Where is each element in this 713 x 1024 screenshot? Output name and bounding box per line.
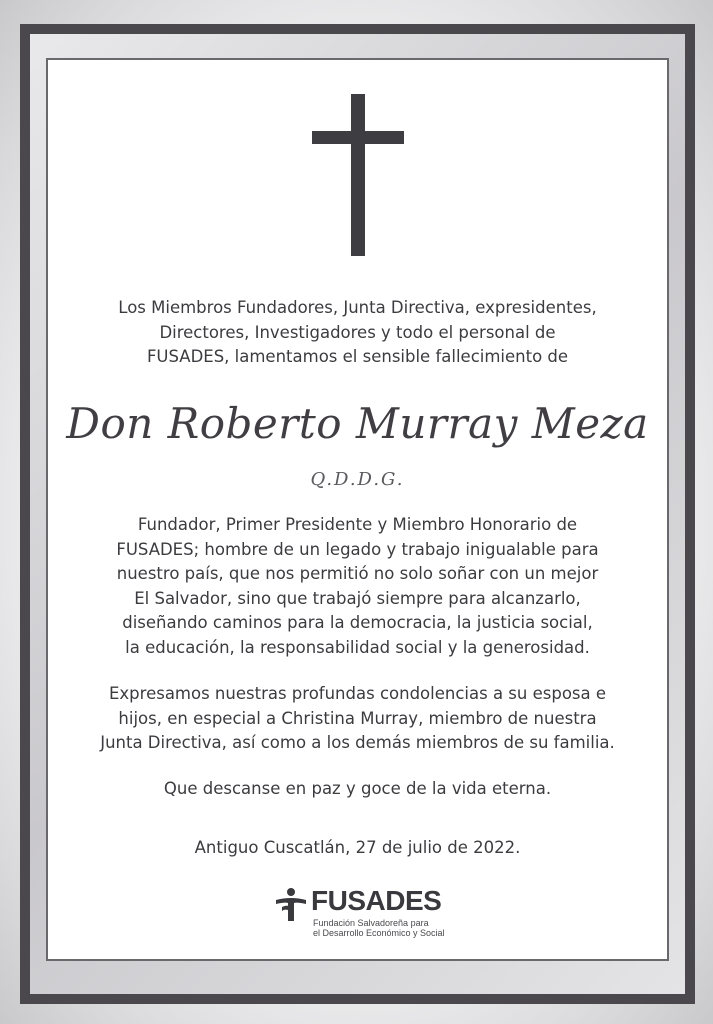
person-tree-icon [273,887,309,923]
rest-in-peace-line: Que descanse en paz y goce de la vida eterna. [163,779,552,798]
honorific: Q.D.D.G. [310,469,405,490]
tribute-line: FUSADES; hombre de un legado y trabajo inigualable para [116,539,599,559]
logo-wordmark: FUSADES [311,885,442,916]
place-and-date: Antiguo Cuscatlán, 27 de julio de 2022. [194,838,521,857]
tribute-paragraph [46,513,669,660]
cross-icon [312,94,404,256]
tribute-line: El Salvador, sino que trabajó siempre para alcanzarlo, [134,588,581,608]
cross-vertical-bar [351,94,365,256]
logo-subtitle-line: el Desarrollo Económico y Social [313,928,445,938]
cross-horizontal-bar [312,131,404,144]
tribute-line: diseñando caminos para la democracia, la justicia social, [122,613,593,632]
intro-line: Directores, Investigadores y todo el personal de [159,322,556,342]
condolences-line: Junta Directiva, así como a los demás miembros de su familia. [100,733,615,752]
tribute-line: nuestro país, que nos permitió no solo soñar con un mejor [116,564,599,583]
logo-subtitle-line: Fundación Salvadoreña para [313,918,429,928]
deceased-name: Don Roberto Murray Meza [66,399,649,448]
condolences-line: Expresamos nuestras profundas condolencias a su esposa e [108,684,607,703]
condolences-line: hijos, en especial a Christina Murray, miembro de nuestra [118,708,597,728]
fusades-logo [273,884,448,940]
intro-line: Los Miembros Fundadores, Junta Directiva, expresidentes, [118,298,597,317]
intro-line: FUSADES, lamentamos el sensible fallecimiento de [146,347,569,366]
tribute-line: la educación, la responsabilidad social y la generosidad. [125,637,590,657]
intro-paragraph [46,296,669,370]
logo-subtitle [313,918,445,938]
tribute-line: Fundador, Primer Presidente y Miembro Honorario de [137,515,578,534]
obituary-notice [46,58,669,961]
condolences-paragraph [46,682,669,756]
